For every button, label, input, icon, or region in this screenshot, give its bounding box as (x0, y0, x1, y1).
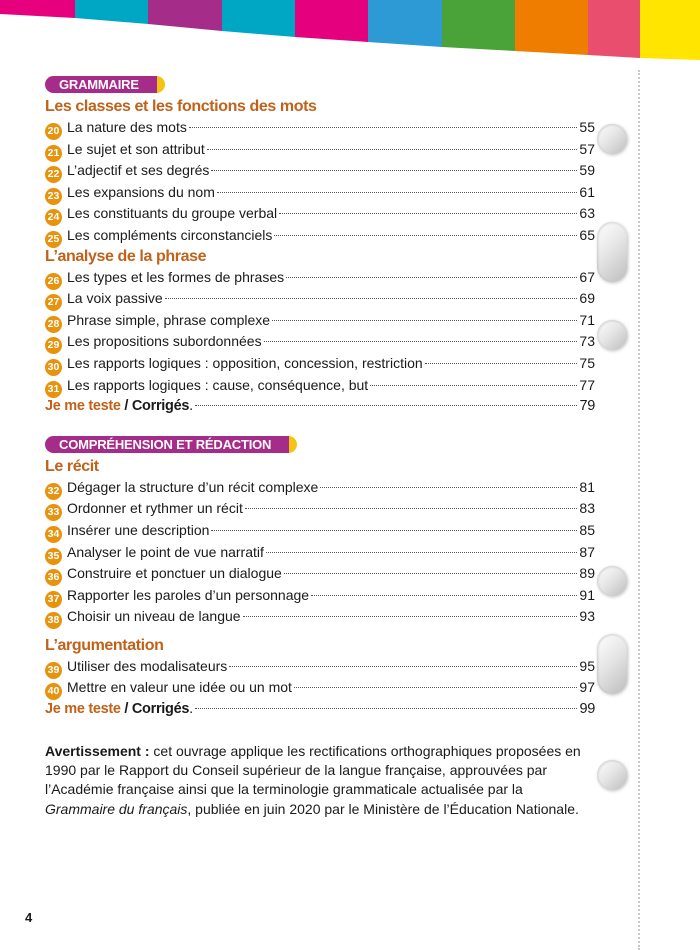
toc-row[interactable] (45, 331, 595, 353)
toc-entry-label: Choisir un niveau de langue (67, 608, 241, 625)
toc-page-number: 99 (579, 701, 595, 718)
toc-entry-label: Les propositions subordonnées (67, 333, 262, 350)
toc-row-je-me-teste[interactable] (45, 699, 595, 721)
chapter-number-badge: 23 (45, 188, 62, 205)
dot-leader (207, 149, 578, 150)
dot-leader (279, 213, 577, 214)
toc-page-number: 71 (579, 311, 595, 328)
toc-page-number: 55 (579, 119, 595, 135)
chapter-number-badge: 34 (45, 526, 62, 543)
toc-entry-label: Les types et les formes de phrases (67, 268, 285, 285)
section-title-phrase: L’analyse de la phrase (45, 247, 207, 265)
toc-row[interactable] (45, 225, 595, 247)
dot-leader (266, 552, 578, 553)
chapter-number-badge: 29 (45, 337, 62, 354)
color-stripe (640, 0, 700, 60)
warning-text-1: cet ouvrage applique les rectifications orthographiques proposées en 1990 par le Rapport du Conseil supérieur de la langue française, approuvées par l’Académie française ainsi que la terminologie grammaticale actualisée par la (45, 743, 581, 798)
toc-page-number: 61 (579, 183, 595, 200)
toc-entry-label: Analyser le point de vue narratif (67, 543, 264, 560)
toc-row[interactable] (45, 267, 595, 289)
toc-row[interactable] (45, 542, 595, 564)
toc-list-recit (45, 477, 595, 628)
toc-page-number: 85 (579, 521, 595, 538)
toc-row[interactable] (45, 182, 595, 204)
toc-row[interactable] (45, 563, 595, 585)
chapter-number-badge: 36 (45, 569, 62, 586)
chapter-number-badge: 40 (45, 683, 62, 700)
color-stripe (0, 0, 75, 18)
toc-list-argumentation (45, 656, 595, 699)
toc-page-number: 63 (579, 205, 595, 222)
je-me-teste-label: Je me teste (45, 398, 121, 415)
toc-row-je-me-teste[interactable] (45, 396, 595, 418)
corriges-label: / Corrigés (120, 701, 190, 718)
dot-leader (264, 341, 578, 342)
color-stripe (588, 0, 640, 58)
dot-leader (195, 708, 578, 709)
perforation-line (638, 70, 640, 950)
toc-entry-label: Les constituants du groupe verbal (67, 205, 278, 222)
dot-leader (211, 170, 577, 171)
toc-entry-label: Mettre en valeur une idée ou un mot (67, 679, 292, 696)
color-stripes-banner (0, 0, 700, 60)
binder-hole (597, 760, 627, 790)
toc-page-number: 97 (579, 679, 595, 696)
chapter-number-badge: 20 (45, 123, 62, 140)
toc-row[interactable] (45, 477, 595, 499)
toc-entry-label: La nature des mots (67, 119, 187, 135)
dot-leader (189, 127, 578, 128)
toc-row[interactable] (45, 375, 595, 397)
section-title-classes: Les classes et les fonctions des mots (45, 98, 317, 115)
toc-entry-label: Les compléments circonstanciels (67, 226, 273, 243)
section-banner-grammaire: GRAMMAIRE (45, 76, 157, 93)
binder-hole (597, 634, 627, 694)
toc-page-number: 87 (579, 543, 595, 560)
dot-leader (320, 487, 577, 488)
warning-paragraph (45, 742, 590, 819)
toc-page-number: 81 (579, 478, 595, 495)
corriges-label: / Corrigés (120, 398, 190, 415)
toc-page-number: 65 (579, 226, 595, 243)
section-banner-comprehension: COMPRÉHENSION ET RÉDACTION (45, 436, 289, 453)
toc-entry-label: Dégager la structure d’un récit complexe (67, 478, 319, 495)
toc-page-number: 73 (579, 333, 595, 350)
toc-row[interactable] (45, 310, 595, 332)
dot-leader (245, 508, 578, 509)
dot-leader (274, 235, 577, 236)
chapter-number-badge: 21 (45, 145, 62, 162)
toc-page-number: 95 (579, 657, 595, 674)
dot-leader (217, 192, 578, 193)
toc-list-phrase (45, 267, 595, 397)
chapter-number-badge: 32 (45, 483, 62, 500)
dot-leader (272, 320, 577, 321)
chapter-number-badge: 31 (45, 381, 62, 398)
toc-entry-label: Rapporter les paroles d’un personnage (67, 586, 310, 603)
dot-leader (165, 298, 578, 299)
toc-row[interactable] (45, 353, 595, 375)
toc-page-number: 91 (579, 586, 595, 603)
toc-entry-label: Construire et ponctuer un dialogue (67, 565, 282, 582)
toc-page-number: 77 (579, 376, 595, 393)
color-stripe (148, 0, 222, 31)
toc-entry-label: La voix passive (67, 290, 163, 307)
toc-row[interactable] (45, 656, 595, 678)
toc-list-classes (45, 117, 595, 247)
toc-entry-label: Les expansions du nom (67, 183, 215, 200)
color-stripe (295, 0, 368, 42)
toc-row[interactable] (45, 606, 595, 628)
dot-leader (311, 595, 577, 596)
toc-row[interactable] (45, 498, 595, 520)
chapter-number-badge: 27 (45, 294, 62, 311)
toc-entry-label: Utiliser des modalisateurs (67, 657, 228, 674)
dot-leader (425, 363, 578, 364)
binder-hole (597, 222, 627, 282)
chapter-number-badge: 37 (45, 591, 62, 608)
chapter-number-badge: 39 (45, 662, 62, 679)
label-suffix: . (189, 398, 193, 415)
toc-page-number: 93 (579, 608, 595, 625)
label-suffix: . (189, 701, 193, 718)
toc-page-number: 75 (579, 354, 595, 371)
toc-entry-label: Le sujet et son attribut (67, 140, 205, 157)
binder-hole (597, 124, 627, 154)
toc-row[interactable] (45, 160, 595, 182)
dot-leader (284, 573, 578, 574)
section-title-recit: Le récit (45, 457, 99, 475)
toc-page-number: 79 (579, 398, 595, 415)
toc-page-number: 83 (579, 500, 595, 517)
toc-row[interactable] (45, 203, 595, 225)
chapter-number-badge: 28 (45, 316, 62, 333)
je-me-teste-label: Je me teste (45, 701, 121, 718)
toc-page-number: 69 (579, 290, 595, 307)
chapter-number-badge: 24 (45, 209, 62, 226)
toc-row[interactable] (45, 117, 595, 139)
toc-entry-label: Ordonner et rythmer un récit (67, 500, 243, 517)
chapter-number-badge: 26 (45, 273, 62, 290)
toc-entry-label: Phrase simple, phrase complexe (67, 311, 271, 328)
toc-page-number: 59 (579, 162, 595, 179)
section-title-argumentation: L’argumentation (45, 636, 164, 654)
toc-page-number: 57 (579, 140, 595, 157)
dot-leader (229, 666, 577, 667)
chapter-number-badge: 38 (45, 612, 62, 629)
toc-page-number: 89 (579, 565, 595, 582)
color-stripe (75, 0, 148, 24)
toc-entry-label: Les rapports logiques : opposition, concession, restriction (67, 354, 423, 371)
dot-leader (195, 405, 578, 406)
dot-leader (211, 530, 577, 531)
table-of-contents (45, 76, 595, 721)
toc-row[interactable] (45, 139, 595, 161)
dot-leader (243, 616, 578, 617)
color-stripe (222, 0, 295, 37)
color-stripe (515, 0, 588, 55)
toc-row[interactable] (45, 288, 595, 310)
dot-leader (370, 385, 577, 386)
warning-book-title: Grammaire du français (45, 800, 188, 817)
toc-row[interactable] (45, 677, 595, 699)
toc-entry-label: Insérer une description (67, 521, 210, 538)
toc-entry-label: Les rapports logiques : cause, conséquence, but (67, 376, 369, 393)
toc-row[interactable] (45, 520, 595, 542)
toc-page-number: 67 (579, 268, 595, 285)
binder-hole (597, 566, 627, 596)
warning-lead: Avertissement : (45, 743, 150, 759)
dot-leader (294, 687, 578, 688)
warning-text-2: , publiée en juin 2020 par le Ministère de l’Éducation Nationale. (187, 800, 579, 817)
chapter-number-badge: 35 (45, 548, 62, 565)
chapter-number-badge: 22 (45, 166, 62, 183)
binder-hole (597, 320, 627, 350)
color-stripe (442, 0, 515, 51)
page-number: 4 (25, 910, 33, 925)
chapter-number-badge: 33 (45, 504, 62, 521)
color-stripe (368, 0, 442, 47)
chapter-number-badge: 25 (45, 231, 62, 248)
toc-row[interactable] (45, 585, 595, 607)
dot-leader (286, 277, 577, 278)
toc-entry-label: L’adjectif et ses degrés (67, 162, 210, 179)
chapter-number-badge: 30 (45, 359, 62, 376)
